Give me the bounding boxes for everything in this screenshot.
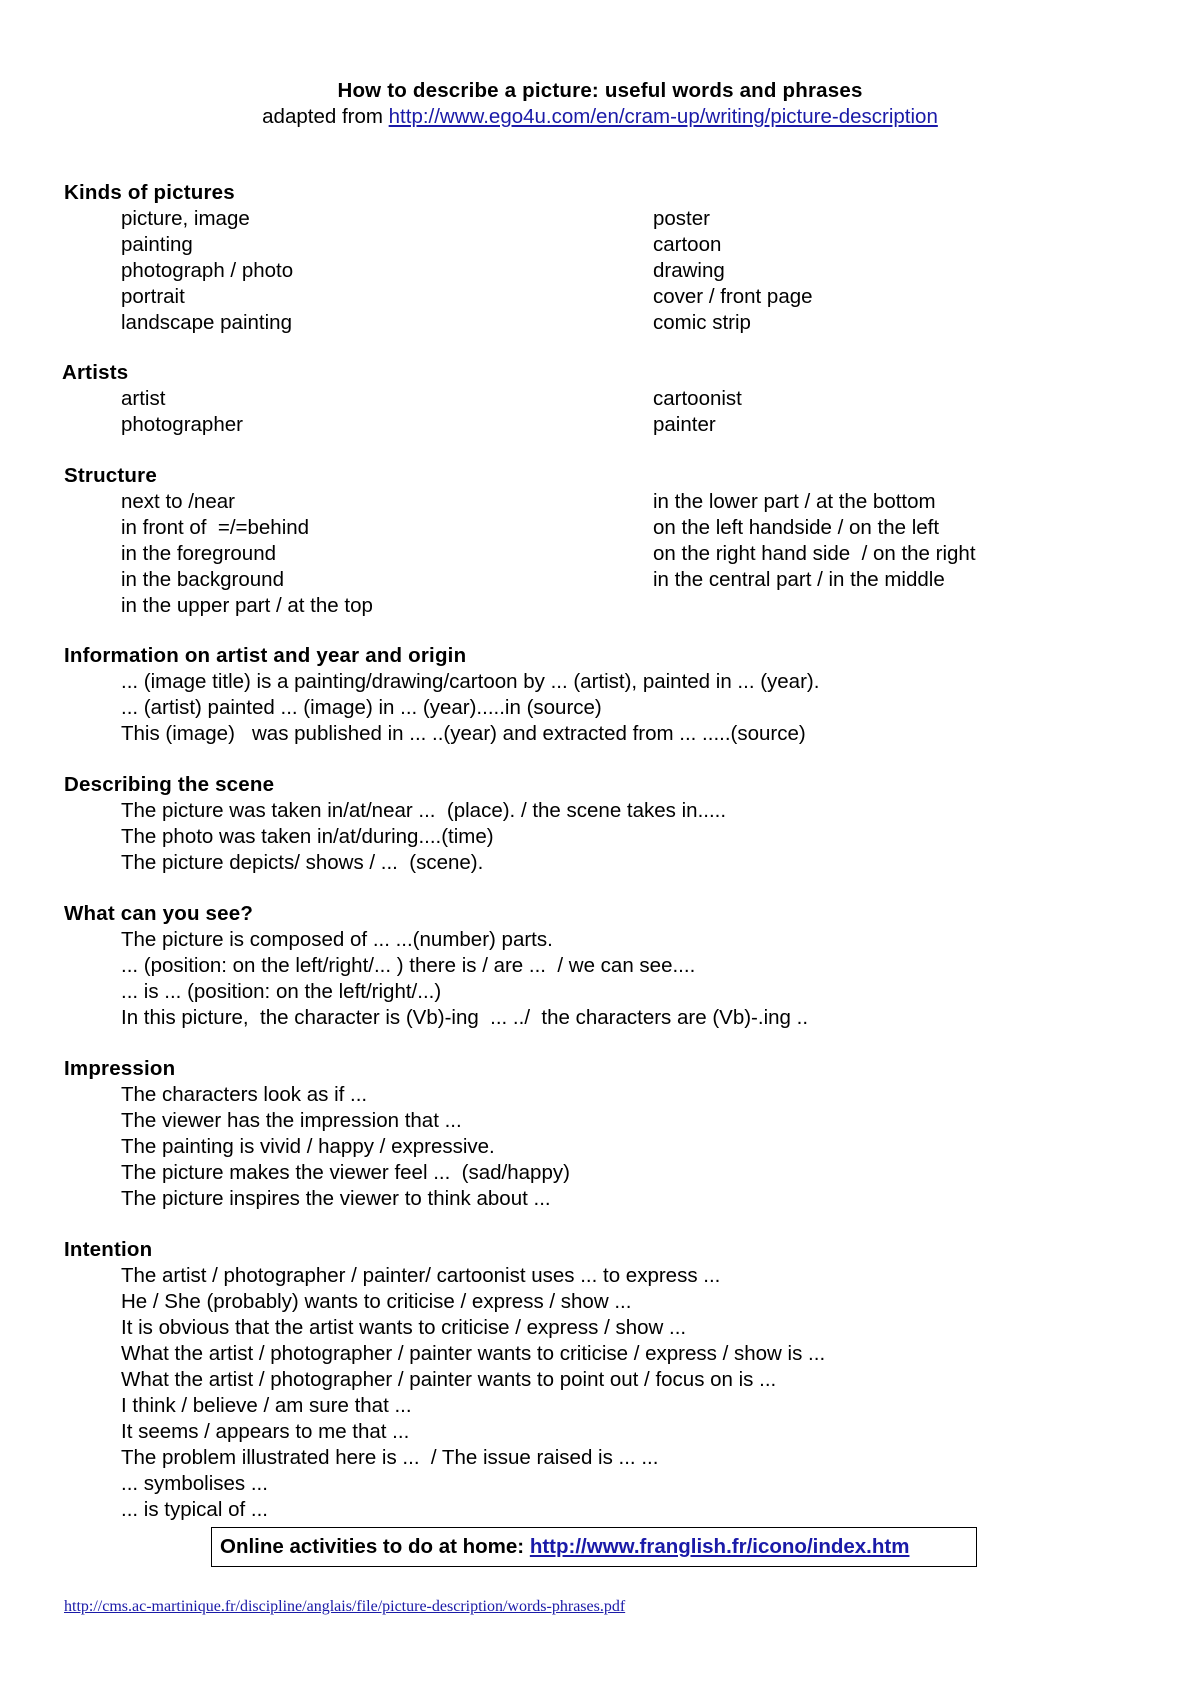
impression-line: The painting is vivid / happy / expressive. (121, 1135, 495, 1158)
scene-line: The picture was taken in/at/near ... (place). / the scene takes in..... (121, 799, 727, 822)
see-line: ... is ... (position: on the left/right/...) (121, 980, 442, 1003)
information-line: ... (artist) painted ... (image) in ... (year).....in (source) (121, 696, 602, 719)
information-line: ... (image title) is a painting/drawing/cartoon by ... (artist), painted in ... (year). (121, 670, 820, 693)
impression-line: The picture inspires the viewer to think about ... (121, 1187, 551, 1210)
kinds-item: photograph / photo (121, 259, 294, 282)
structure-item: in the foreground (121, 542, 277, 565)
see-line: The picture is composed of ... ...(number) parts. (121, 928, 553, 951)
kinds-item: comic strip (653, 311, 751, 334)
artists-item: cartoonist (653, 387, 742, 410)
intention-line: The problem illustrated here is ... / The issue raised is ... ... (121, 1446, 659, 1469)
intention-line: ... symbolises ... (121, 1472, 268, 1495)
artists-item: painter (653, 413, 716, 436)
structure-item: in the central part / in the middle (653, 568, 945, 591)
structure-item: in the background (121, 568, 284, 591)
structure-item: on the left handside / on the left (653, 516, 940, 539)
kinds-item: landscape painting (121, 311, 292, 334)
see-line: In this picture, the character is (Vb)-ing ... ../ the characters are (Vb)-.ing .. (121, 1006, 809, 1029)
kinds-item: painting (121, 233, 193, 256)
section-title-scene: Describing the scene (64, 773, 275, 796)
section-title-information: Information on artist and year and origin (64, 644, 467, 667)
artists-item: photographer (121, 413, 243, 436)
intention-line: He / She (probably) wants to criticise / express / show ... (121, 1290, 632, 1313)
page-title: How to describe a picture: useful words and phrases (337, 79, 863, 102)
section-title-structure: Structure (64, 464, 157, 487)
online-activities-label: Online activities to do at home: (220, 1535, 530, 1558)
kinds-item: poster (653, 207, 710, 230)
structure-item: next to /near (121, 490, 235, 513)
intention-line: It is obvious that the artist wants to criticise / express / show ... (121, 1316, 687, 1339)
intention-line: What the artist / photographer / painter wants to point out / focus on is ... (121, 1368, 777, 1391)
impression-line: The characters look as if ... (121, 1083, 368, 1106)
online-activities-box (211, 1527, 977, 1567)
online-activities-link[interactable]: http://www.franglish.fr/icono/index.htm (529, 1535, 910, 1558)
kinds-item: portrait (121, 285, 185, 308)
section-title-see: What can you see? (64, 902, 254, 925)
kinds-item: cartoon (653, 233, 722, 256)
structure-item: on the right hand side / on the right (653, 542, 976, 565)
structure-item: in front of =/=behind (121, 516, 310, 539)
section-title-kinds: Kinds of pictures (64, 181, 235, 204)
section-title-artists: Artists (62, 361, 129, 384)
intention-line: I think / believe / am sure that ... (121, 1394, 412, 1417)
structure-item: in the lower part / at the bottom (653, 490, 936, 513)
section-title-impression: Impression (64, 1057, 176, 1080)
impression-line: The viewer has the impression that ... (121, 1109, 462, 1132)
structure-item: in the upper part / at the top (121, 594, 373, 617)
scene-line: The photo was taken in/at/during....(time) (121, 825, 494, 848)
kinds-item: drawing (653, 259, 725, 282)
source-link[interactable]: http://www.ego4u.com/en/cram-up/writing/picture-description (388, 105, 938, 128)
see-line: ... (position: on the left/right/... ) there is / are ... / we can see.... (121, 954, 696, 977)
artists-item: artist (121, 387, 166, 410)
intention-line: The artist / photographer / painter/ cartoonist uses ... to express ... (121, 1264, 721, 1287)
kinds-item: picture, image (121, 207, 250, 230)
footer-source-link[interactable]: http://cms.ac-martinique.fr/discipline/anglais/file/picture-description/words-phrases.pdf (64, 1598, 626, 1615)
kinds-item: cover / front page (653, 285, 813, 308)
intention-line: ... is typical of ... (121, 1498, 268, 1521)
section-title-intention: Intention (64, 1238, 153, 1261)
page-subtitle (0, 104, 1200, 130)
impression-line: The picture makes the viewer feel ... (sad/happy) (121, 1161, 570, 1184)
information-line: This (image) was published in ... ..(year) and extracted from ... .....(source) (121, 722, 806, 745)
subtitle-prefix: adapted from (262, 105, 389, 128)
scene-line: The picture depicts/ shows / ... (scene). (121, 851, 484, 874)
intention-line: What the artist / photographer / painter wants to criticise / express / show is ... (121, 1342, 826, 1365)
intention-line: It seems / appears to me that ... (121, 1420, 410, 1443)
